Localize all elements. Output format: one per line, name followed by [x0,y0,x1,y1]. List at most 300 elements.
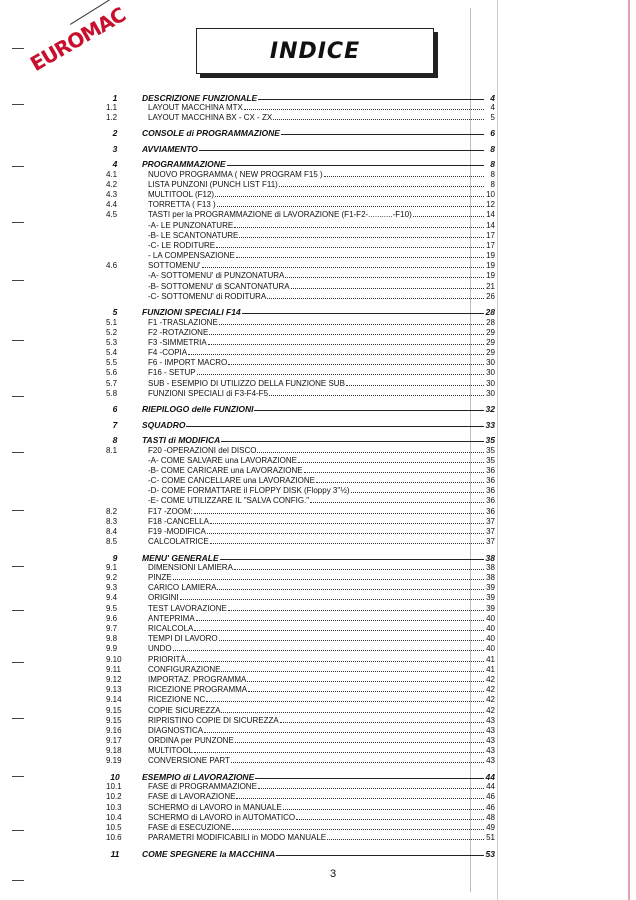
toc-leader [351,492,484,493]
toc-title: - LA COMPENSAZIONE [148,251,235,261]
toc-leader [219,324,484,325]
toc-title: -E- COME UTILIZZARE IL "SALVA CONFIG." [148,496,310,506]
toc-leader [291,288,484,289]
toc-title: PROGRAMMAZIONE [142,159,226,170]
toc-title: -A- SOTTOMENU' di PUNZONATURA [148,271,285,281]
toc-row [100,444,495,454]
toc-page: 17 [486,230,495,240]
toc-page: 19 [486,251,495,261]
toc-title: -C- SOTTOMENU' di RODITURA [148,291,267,301]
toc-page: 43 [486,746,495,756]
toc-title: TASTI di MODIFICA [142,435,221,446]
toc-title: PINZE [148,573,172,583]
toc-number: 8.2 [106,506,118,516]
toc-leader [247,681,484,682]
toc-number: 5.6 [106,368,118,378]
toc-chapter-row [100,137,495,153]
toc-leader [298,462,484,463]
toc-number: 8.1 [106,445,118,455]
toc-leader [254,410,484,411]
toc-row [100,455,495,465]
toc-title: SUB - ESEMPIO DI UTILIZZO DELLA FUNZIONE SUB [148,378,345,388]
toc-page: 37 [486,516,495,526]
toc-page: 42 [486,674,495,684]
toc-page: 38 [486,562,495,572]
page-number: 3 [330,868,337,880]
toc-title: LISTA PUNZONI (PUNCH LIST F11) [148,179,278,189]
toc-leader [310,502,484,503]
toc-leader [216,247,484,248]
toc-page: 17 [486,240,495,250]
toc-leader [228,364,484,365]
toc-page: 46 [486,802,495,812]
toc-number: 4.4 [106,200,118,210]
toc-page: 39 [486,593,495,603]
toc-page: 32 [485,404,495,415]
toc-title: RICEZIONE NC [148,695,206,705]
toc-page: 29 [486,337,495,347]
toc-row [100,347,495,357]
toc-leader [280,722,484,723]
toc-leader [199,150,484,151]
toc-row [100,168,495,178]
toc-title: SOTTOMENU' [148,261,201,271]
toc-page: 40 [486,624,495,633]
toc-row [100,240,495,250]
toc-number: 4.2 [106,179,118,189]
toc-leader [197,374,484,375]
toc-row [100,735,495,745]
toc-number: 5.3 [106,337,118,347]
toc-chapter-row [100,429,495,445]
toc-leader [269,395,484,396]
toc-title: F17 -ZOOM: [148,506,193,516]
toc-leader [202,267,485,268]
toc-title: ESEMPIO di LAVORAZIONE [142,771,255,782]
toc-chapter-row [100,413,495,429]
toc-row [100,674,495,684]
toc-title: F3 -SIMMETRIA [148,337,207,347]
toc-number: 9.13 [106,685,122,695]
toc-leader [173,579,484,580]
toc-page: 42 [486,685,495,695]
toc-number: 9.18 [106,746,122,756]
toc-number: 3 [112,143,118,154]
toc-row [100,613,495,623]
toc-page: 8 [490,169,495,179]
toc-page: 35 [485,435,495,446]
toc-number: 9.5 [106,603,118,613]
toc-title: ORDINA per PUNZONE [148,736,234,746]
toc-page: 10 [486,189,495,199]
toc-number: 9.7 [106,624,118,633]
toc-number: 8.4 [106,527,118,536]
toc-row [100,755,495,765]
toc-number: 9.4 [106,593,118,603]
toc-leader [234,569,484,570]
toc-number: 1.1 [106,102,118,112]
toc-title: DIAGNOSTICA [148,725,204,735]
toc-leader [228,610,484,611]
toc-row [100,516,495,526]
toc-page: 38 [486,573,495,583]
toc-row [100,316,495,326]
toc-number: 4 [112,159,118,170]
toc-title: TASTI per la PROGRAMMAZIONE di LAVORAZIONE (F1-F2-...........-F10) [148,210,412,220]
toc-title: -B- COME CARICARE una LAVORAZIONE [148,465,303,475]
toc-title: F19 -MODIFICA [148,527,206,536]
toc-leader [239,237,484,238]
toc-page: 44 [486,782,495,792]
toc-page: 36 [486,506,495,516]
toc-row [100,357,495,367]
toc-chapter-row [100,86,495,102]
toc-number: 5.1 [106,317,118,327]
toc-title: F2 -ROTAZIONE [148,327,209,337]
toc-row [100,219,495,229]
toc-page: 40 [486,613,495,623]
toc-row [100,664,495,674]
toc-number: 4.3 [106,189,118,199]
toc-title: LAYOUT MACCHINA MTX [148,102,243,112]
toc-leader [242,313,484,314]
toc-number: 6 [112,404,118,415]
toc-number: 5.5 [106,358,118,368]
toc-number: 9.19 [106,756,122,766]
toc-title: DIMENSIONI LAMIERA [148,562,233,572]
toc-row [100,725,495,735]
toc-title: COME SPEGNERE la MACCHINA [142,848,276,859]
toc-title: FUNZIONI SPECIALI F14 [142,307,241,318]
toc-number: 9.15 [106,715,122,725]
toc-leader [346,385,484,386]
toc-number: 10.1 [106,782,122,792]
toc-row [100,112,495,122]
toc-title: -B- SOTTOMENU' di SCANTONATURA [148,281,290,291]
toc-number: 5.7 [106,378,118,388]
toc-number: 10.2 [106,792,122,802]
toc-page: 48 [486,812,495,822]
toc-title: FUNZIONI SPECIALI di F3-F4-F5 [148,388,269,398]
toc-number: 7 [112,419,118,430]
toc-row [100,704,495,714]
toc-number: 11 [110,848,120,859]
toc-number: 9.10 [106,654,122,664]
toc-row [100,602,495,612]
toc-leader [324,176,484,177]
toc-page: 44 [485,771,495,782]
toc-number: 10.4 [106,812,122,822]
toc-number: 9.3 [106,583,118,593]
toc-leader [194,513,484,514]
toc-leader [244,109,484,110]
toc-page: 53 [485,848,495,859]
toc-number: 9.2 [106,573,118,583]
toc-title: F6 - IMPORT MACRO [148,358,228,368]
toc-leader [258,99,484,100]
toc-row [100,536,495,546]
toc-row [100,230,495,240]
toc-number: 9.14 [106,695,122,705]
toc-row [100,485,495,495]
toc-page: 40 [486,644,495,654]
toc-page: 4 [490,92,495,103]
toc-page: 26 [486,291,495,301]
toc-leader [208,344,484,345]
toc-page: 30 [486,388,495,398]
toc-title: F1 -TRASLAZIONE [148,317,218,327]
margin-line-right [497,0,498,900]
toc-row [100,745,495,755]
toc-title: RICEZIONE PROGRAMMA [148,685,248,695]
toc-title: F20 -OPERAZIONI del DISCO [148,445,257,455]
toc-leader [220,559,484,560]
toc-leader [257,452,484,453]
toc-row [100,495,495,505]
toc-leader [304,472,484,473]
toc-title: F18 -CANCELLA [148,516,209,526]
toc-title: PARAMETRI MODIFICABILI in MODO MANUALE [148,833,327,843]
toc-page: 43 [486,715,495,725]
table-of-contents [100,86,495,858]
toc-row [100,781,495,791]
toc-page: 28 [485,307,495,318]
toc-leader [281,134,484,135]
toc-title: CARICO LAMIERA [148,583,217,593]
toc-number: 9.1 [106,562,118,572]
page-edge-line [628,0,630,900]
toc-number: 1.2 [106,112,118,122]
toc-page: 36 [486,496,495,506]
toc-row [100,102,495,112]
toc-number: 10.6 [106,833,122,843]
toc-page: 40 [486,634,495,644]
toc-row [100,291,495,301]
toc-number: 4.1 [106,169,118,179]
toc-page: 39 [486,603,495,613]
toc-title: -A- LE PUNZONATURE [148,220,234,230]
toc-row [100,179,495,189]
toc-row [100,388,495,398]
toc-number: 5 [112,307,118,318]
toc-leader [204,732,484,733]
toc-title: -C- COME CANCELLARE una LAVORAZIONE [148,476,316,486]
toc-title: IMPORTAZ. PROGRAMMA [148,674,247,684]
toc-row [100,327,495,337]
toc-number: 8.5 [106,537,118,547]
toc-leader [210,543,484,544]
toc-page: 6 [490,128,495,139]
toc-title: CONFIGURAZIONE [148,664,221,674]
toc-row [100,526,495,536]
toc-page: 30 [486,378,495,388]
toc-page: 14 [486,220,495,230]
toc-number: 9 [112,552,118,563]
toc-leader [267,298,484,299]
toc-title: AVVIAMENTO [142,143,198,154]
toc-number: 9.16 [106,725,122,735]
toc-leader [186,426,484,427]
title-box [196,28,434,74]
toc-page: 37 [486,527,495,536]
toc-leader [221,671,484,672]
toc-page: 19 [486,261,495,271]
toc-number: 5.4 [106,348,118,358]
toc-leader [258,788,484,789]
toc-title: -B- LE SCANTONATURE [148,230,239,240]
toc-row [100,791,495,801]
toc-number: 5.8 [106,388,118,398]
toc-leader [196,620,484,621]
toc-row [100,643,495,653]
toc-row [100,633,495,643]
toc-title: F16 - SETUP [148,368,196,378]
toc-row [100,260,495,270]
toc-number: 4.6 [106,261,118,271]
toc-row [100,337,495,347]
toc-title: -C- LE RODITURE [148,240,216,250]
toc-leader [221,441,484,442]
toc-title: F4 -COPIA [148,348,188,358]
toc-title: SCHERMO di LAVORO in MANUALE [148,802,282,812]
toc-row [100,270,495,280]
toc-title: RIEPILOGO delle FUNZIONI [142,404,254,415]
toc-page: 30 [486,368,495,378]
toc-row [100,199,495,209]
toc-page: 43 [486,725,495,735]
toc-number: 8 [112,435,118,446]
toc-page: 4 [490,102,495,112]
toc-page: 5 [490,112,495,122]
toc-leader [231,762,484,763]
toc-row [100,465,495,475]
toc-title: UNDO [148,644,172,654]
toc-page: 8 [490,143,495,154]
euromac-logo: EUROMAC [26,2,130,76]
toc-page: 29 [486,348,495,358]
toc-page: 41 [486,664,495,674]
toc-row [100,694,495,704]
toc-number: 1 [112,92,118,103]
toc-leader [236,257,484,258]
toc-chapter-row [100,153,495,169]
toc-title: LAYOUT MACCHINA BX - CX - ZX [148,112,273,122]
toc-number: 4.5 [106,210,118,220]
toc-page: 29 [486,327,495,337]
toc-leader [194,630,484,631]
toc-row [100,623,495,633]
toc-leader [227,165,484,166]
toc-page: 35 [486,455,495,465]
toc-title: TORRETTA ( F13 ) [148,200,216,210]
toc-row [100,832,495,842]
toc-number: 10.5 [106,822,122,832]
toc-page: 43 [486,736,495,746]
toc-leader [215,196,484,197]
toc-page: 36 [486,465,495,475]
toc-number: 10 [110,771,120,782]
toc-leader [221,712,484,713]
toc-title: SQUADRO [142,419,186,430]
toc-title: RIPRISTINO COPIE DI SICUREZZA [148,715,279,725]
toc-leader [235,742,484,743]
toc-row [100,715,495,725]
toc-leader [279,186,484,187]
toc-leader [327,839,484,840]
toc-leader [234,227,484,228]
toc-leader [296,819,484,820]
toc-title: NUOVO PROGRAMMA ( NEW PROGRAM F15 ) [148,169,323,179]
toc-title: TEST LAVORAZIONE [148,603,227,613]
toc-row [100,367,495,377]
toc-row [100,562,495,572]
toc-chapter-row [100,301,495,317]
toc-row [100,582,495,592]
toc-page: 38 [485,552,495,563]
toc-chapter-row [100,546,495,562]
toc-leader [194,752,484,753]
toc-title: MENU' GENERALE [142,552,219,563]
toc-page: 28 [486,317,495,327]
toc-number: 5.2 [106,327,118,337]
toc-leader [236,798,484,799]
toc-title: RICALCOLA [148,624,194,633]
toc-chapter-row [100,122,495,138]
toc-title: TEMPI DI LAVORO [148,634,218,644]
toc-page: 12 [486,200,495,210]
toc-page: 49 [486,822,495,832]
toc-row [100,475,495,485]
toc-page: 8 [490,179,495,189]
toc-chapter-row [100,765,495,781]
toc-page: 42 [486,695,495,705]
toc-row [100,505,495,515]
toc-leader [206,701,484,702]
toc-page: 41 [486,654,495,664]
toc-chapter-row [100,842,495,858]
toc-title: ANTEPRIMA [148,613,195,623]
toc-page: 37 [486,537,495,547]
toc-page: 36 [486,486,495,496]
toc-title: ORIGINI [148,593,179,603]
toc-page: 51 [486,833,495,843]
toc-title: CONVERSIONE PART [148,756,230,766]
toc-title: CONSOLE di PROGRAMMAZIONE [142,128,280,139]
toc-number: 9.11 [106,664,121,674]
toc-number: 9.6 [106,613,118,623]
toc-number: 10.3 [106,802,122,812]
toc-row [100,572,495,582]
toc-page: 36 [486,476,495,486]
toc-row [100,592,495,602]
toc-leader [248,691,484,692]
toc-row [100,377,495,387]
toc-leader [180,599,484,600]
toc-title: DESCRIZIONE FUNZIONALE [142,92,258,103]
toc-row [100,822,495,832]
toc-title: COPIE SICUREZZA [148,705,221,715]
toc-title: FASE di PROGRAMMAZIONE [148,782,257,792]
toc-leader [232,829,484,830]
toc-title: CALCOLATRICE [148,537,209,547]
toc-title: PRIORITÀ [148,654,186,664]
toc-number: 2 [112,128,118,139]
toc-title: FASE di LAVORAZIONE [148,792,236,802]
toc-leader [255,778,484,779]
toc-leader [219,640,484,641]
toc-chapter-row [100,398,495,414]
toc-page: 39 [486,583,495,593]
